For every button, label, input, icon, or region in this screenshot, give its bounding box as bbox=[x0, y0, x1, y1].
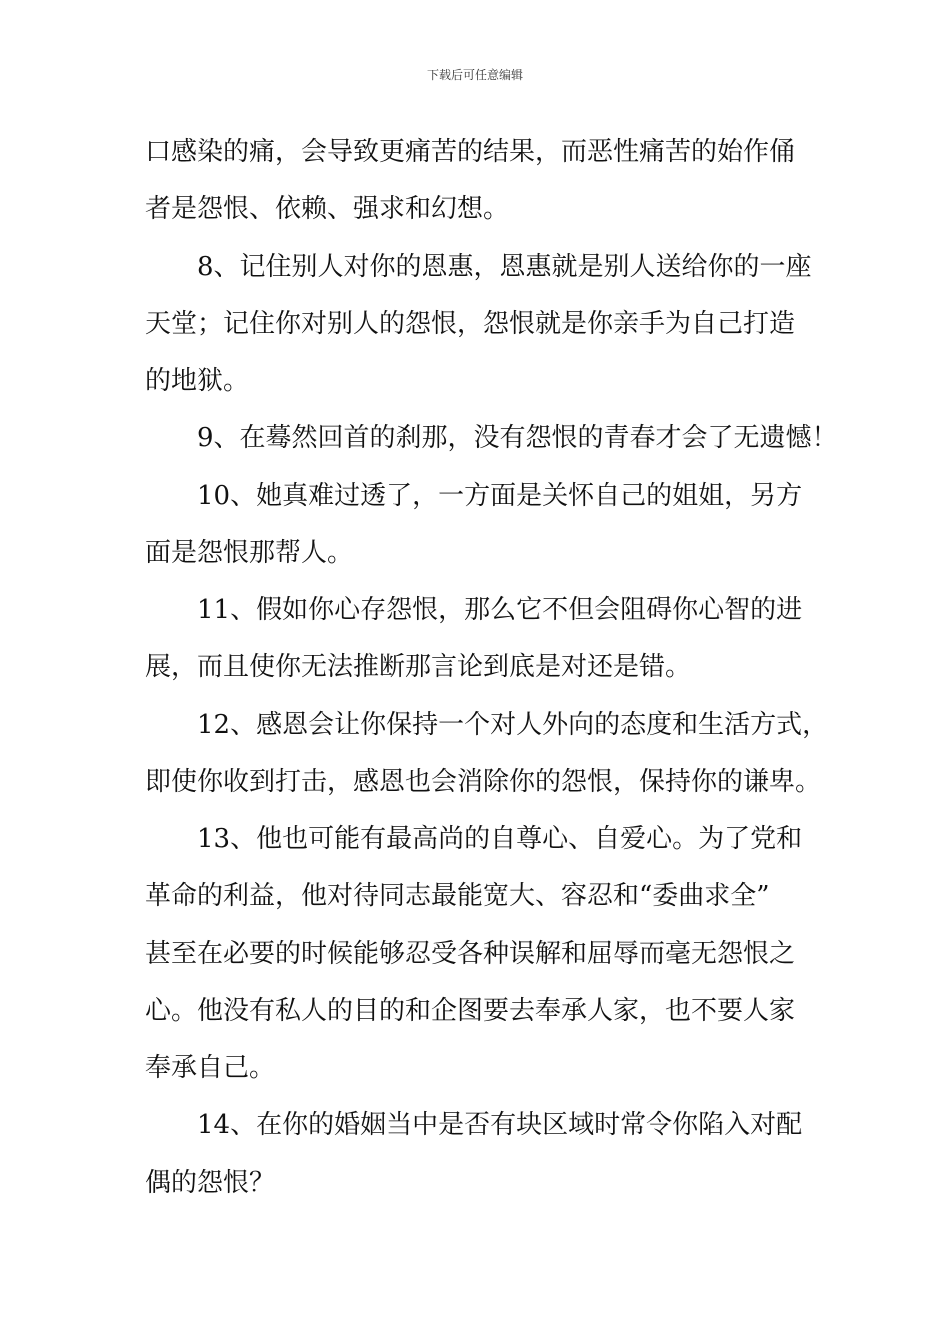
body-line: 9、在蓦然回首的刹那，没有怨恨的青春才会了无遗憾！ bbox=[197, 423, 838, 453]
body-line: 11、假如你心存怨恨，那么它不但会阻碍你心智的进 bbox=[197, 595, 803, 625]
body-line: 奉承自己。 bbox=[145, 1053, 276, 1083]
body-line: 甚至在必要的时候能够忍受各种误解和屈辱而毫无怨恨之 bbox=[145, 939, 796, 969]
body-line: 8、记住别人对你的恩惠，恩惠就是别人送给你的一座 bbox=[197, 252, 812, 282]
body-line: 天堂；记住你对别人的怨恨，怨恨就是你亲手为自己打造 bbox=[145, 309, 796, 339]
body-line: 者是怨恨、依赖、强求和幻想。 bbox=[145, 194, 510, 224]
body-line: 的地狱。 bbox=[145, 366, 250, 396]
body-line: 革命的利益，他对待同志最能宽大、容忍和“委曲求全” bbox=[145, 881, 770, 911]
body-line: 10、她真难过透了，一方面是关怀自己的姐姐，另方 bbox=[197, 481, 803, 511]
body-line: 13、他也可能有最高尚的自尊心、自爱心。为了党和 bbox=[197, 824, 803, 854]
body-line: 即使你收到打击，感恩也会消除你的怨恨，保持你的谦卑。 bbox=[145, 767, 822, 797]
body-line: 偶的怨恨？ bbox=[145, 1168, 276, 1198]
body-line: 面是怨恨那帮人。 bbox=[145, 538, 354, 568]
body-line: 口感染的痛，会导致更痛苦的结果，而恶性痛苦的始作俑 bbox=[145, 137, 796, 167]
body-line: 展，而且使你无法推断那言论到底是对还是错。 bbox=[145, 652, 692, 682]
body-line: 12、感恩会让你保持一个对人外向的态度和生活方式， bbox=[197, 710, 829, 740]
body-line: 心。他没有私人的目的和企图要去奉承人家，也不要人家 bbox=[145, 996, 796, 1026]
body-line: 14、在你的婚姻当中是否有块区域时常令你陷入对配 bbox=[197, 1110, 803, 1140]
page-header: 下载后可任意编辑 bbox=[426, 68, 523, 82]
